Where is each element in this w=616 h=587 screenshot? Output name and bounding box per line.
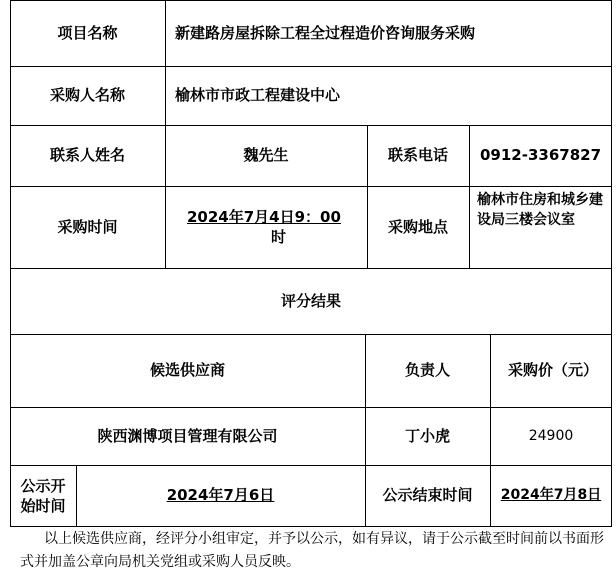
- phone-label: 联系电话: [387, 146, 448, 165]
- purchaser-value: 榆林市市政工程建设中心: [175, 86, 341, 105]
- purchase-place-label: 采购地点: [387, 217, 448, 236]
- leader-value: 丁小虎: [404, 426, 450, 445]
- contact-name-value: 魏先生: [243, 146, 289, 165]
- supplier-header: 候选供应商: [149, 361, 225, 380]
- contact-name-label: 联系人姓名: [49, 146, 125, 165]
- notice-end-text: 2024年7月8日: [500, 487, 602, 504]
- notice-start-text: 2024年7月6日: [166, 486, 275, 505]
- footer-note: 以上候选供应商，经评分小组审定，并予以公示，如有异议，请于公示截至时间前以书面形式并加盖公章向局机关党组或采购人员反映。: [20, 531, 604, 570]
- notice-start-label: 公示开始时间: [20, 476, 66, 515]
- purchase-time-line2: 时: [271, 228, 287, 246]
- purchaser-label: 采购人名称: [49, 86, 125, 105]
- purchase-place-value: 榆林市住房和城乡建设局三楼会议室: [477, 192, 603, 228]
- purchase-time-label: 采购时间: [57, 217, 118, 236]
- price-header: 采购价（元）: [508, 361, 599, 380]
- supplier-value: 陕西渊博项目管理有限公司: [97, 426, 278, 445]
- price-value: 24900: [528, 427, 574, 444]
- leader-header: 负责人: [404, 361, 450, 380]
- notice-start-value: [76, 465, 365, 526]
- project-name-value: 新建路房屋拆除工程全过程造价咨询服务采购: [175, 23, 476, 42]
- notice-end-value: [490, 465, 612, 526]
- procurement-table: [10, 0, 612, 587]
- notice-end-label: 公示结束时间: [382, 486, 473, 505]
- project-name-label: 项目名称: [57, 23, 118, 42]
- result-title: 评分结果: [280, 291, 341, 310]
- purchase-time-value: [165, 186, 367, 268]
- phone-value: 0912-3367827: [479, 146, 602, 165]
- purchase-time-line1: 2024年7月4日9：00: [187, 207, 341, 226]
